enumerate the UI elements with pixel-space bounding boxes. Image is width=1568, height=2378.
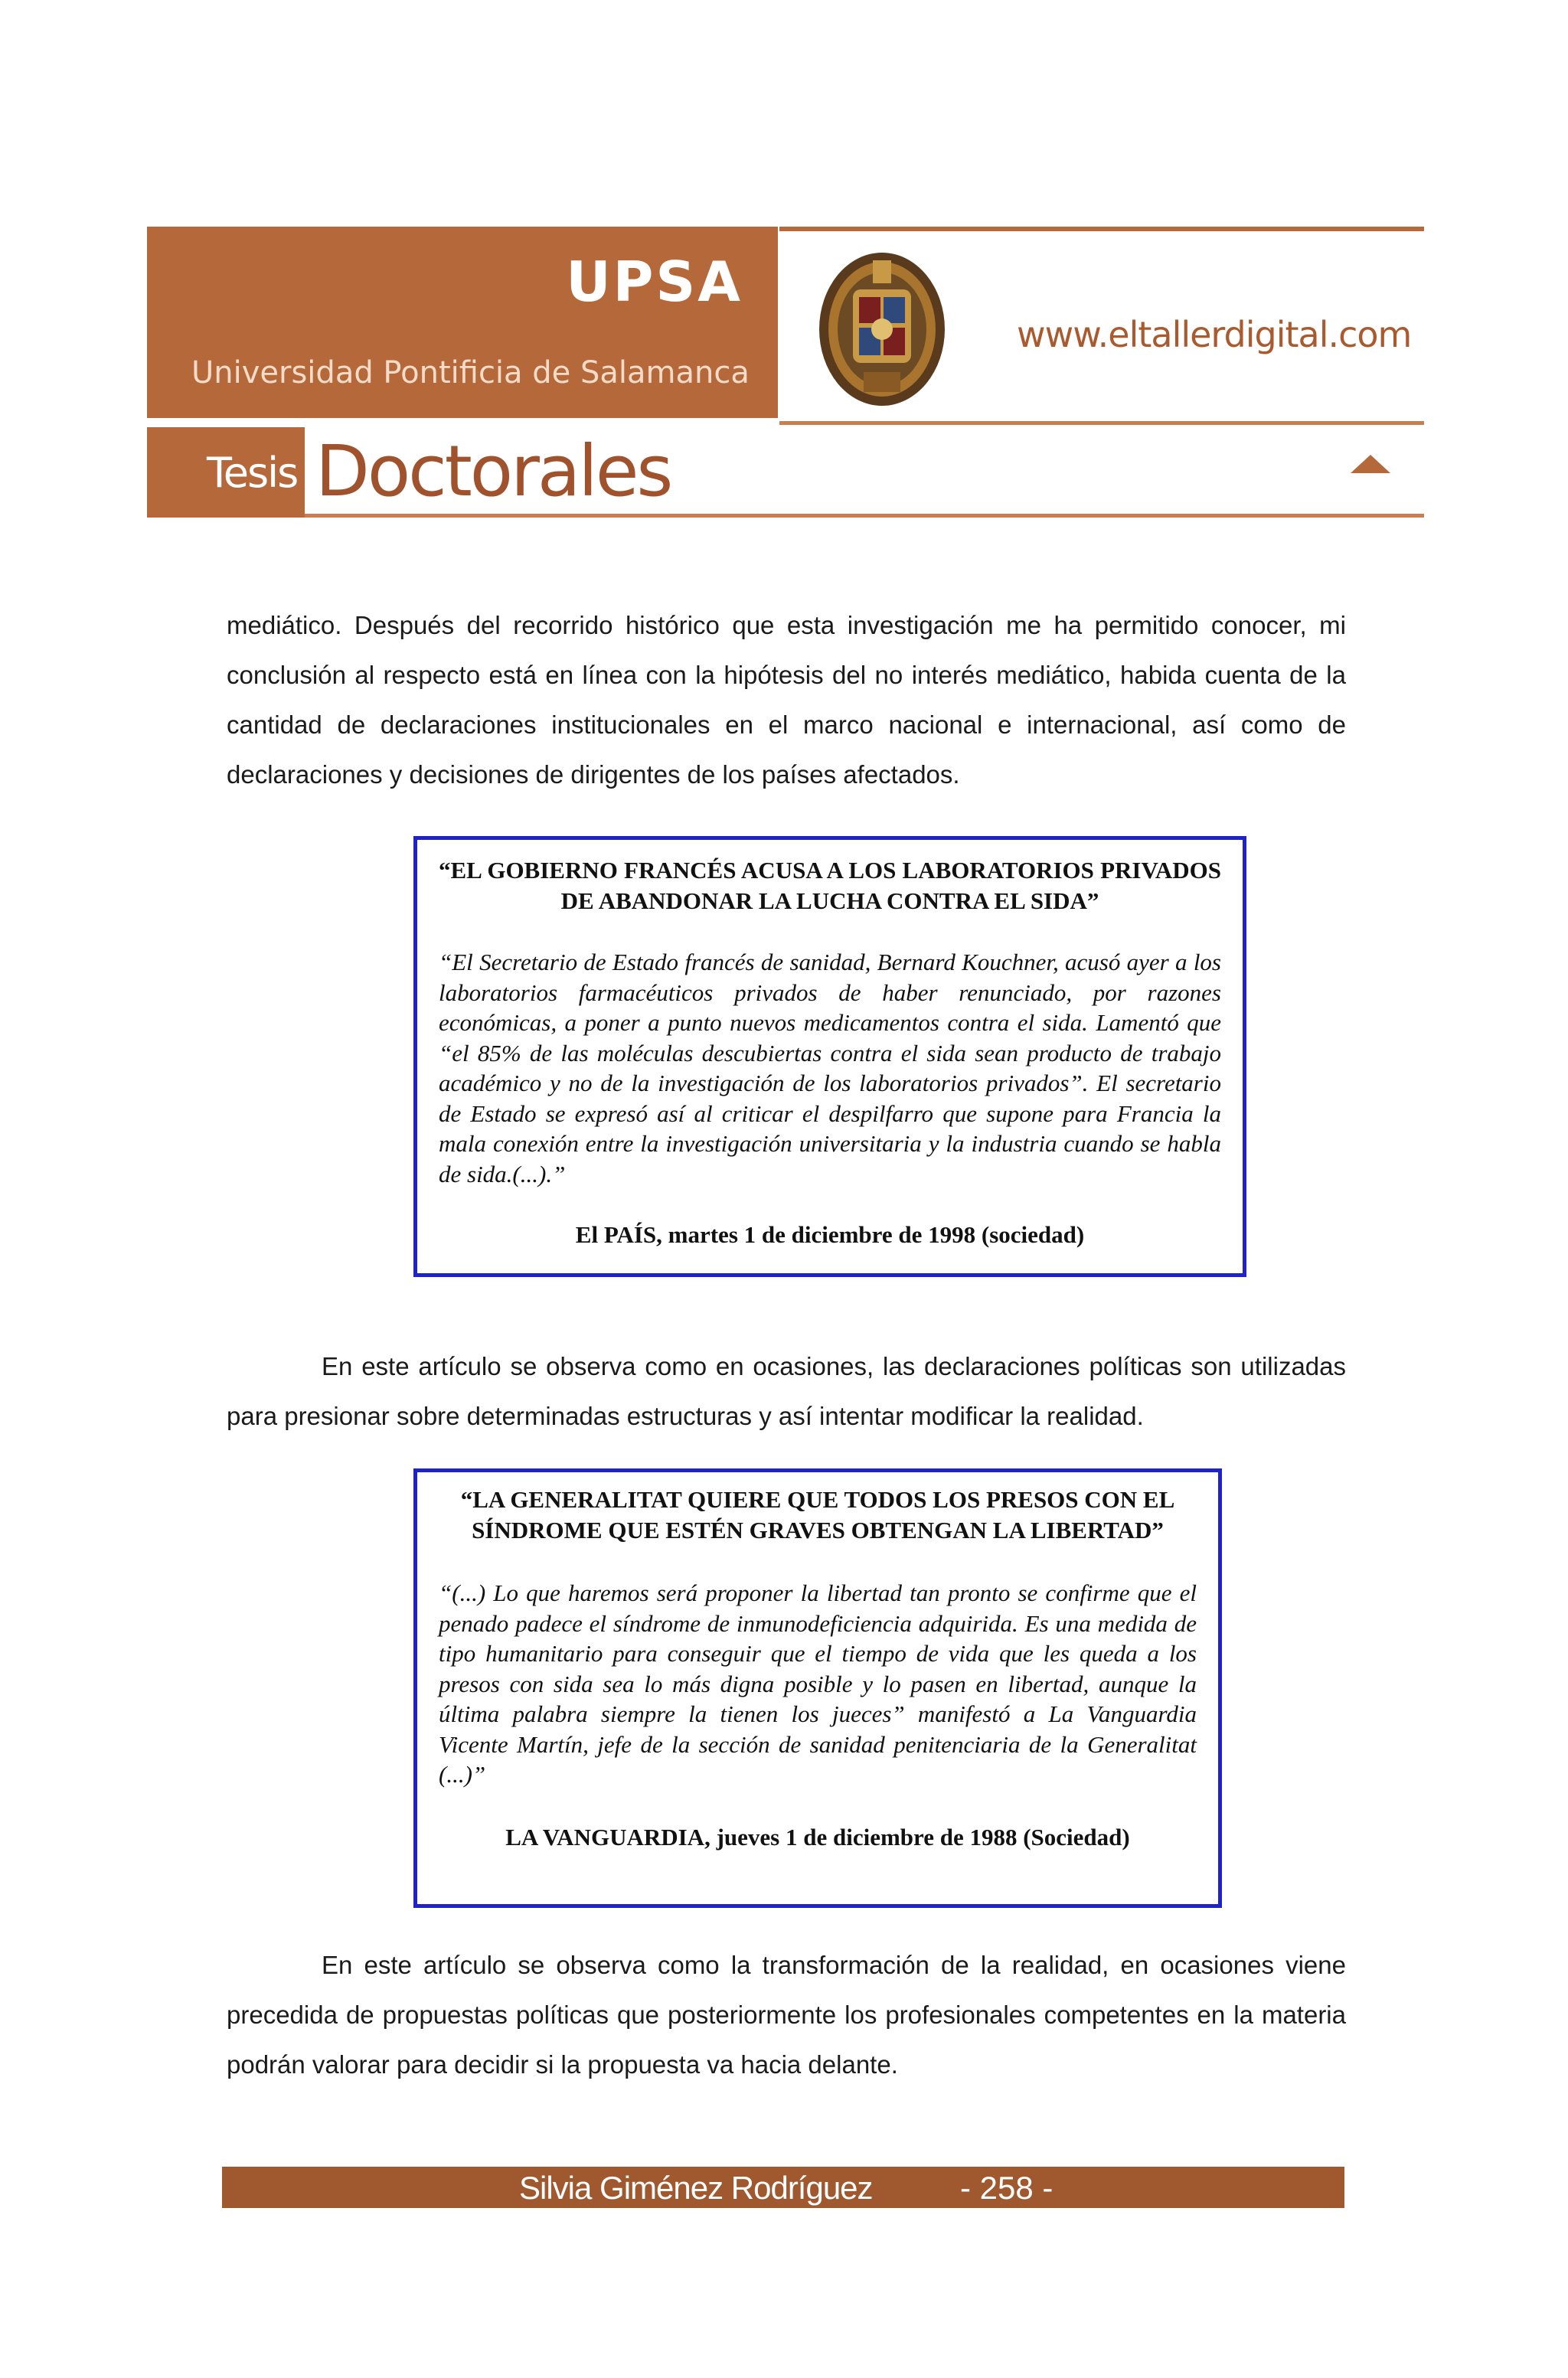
divider: [779, 421, 1424, 425]
quote-body: “El Secretario de Estado francés de sanidad, Bernard Kouchner, acusó ayer a los laboratorios farmacéuticos privados de haber renunciado, por razones económicas, a poner a punto nuevos medicamentos contra el sida. Lamentó que “el 85% de las moléculas descubiertas contra el sida sean producto de trabajo académico y no de la investigación de los laboratorios privados”. El secretario de Estado se expresó así al criticar el despilfarro que supone para Francia la mala conexión entre la investigación universitaria y la industria cuando se habla de sida.(...).”: [439, 949, 1221, 1187]
paragraph-1: mediático. Después del recorrido histórico que esta investigación me ha permitido conocer, mi conclusión al respecto está en línea con la hipótesis del no interés mediático, habida cuenta de la cantidad de declaraciones institucionales en el marco nacional e internacional, así como de declaraciones y decisiones de dirigentes de los países afectados.: [227, 611, 1346, 789]
quote-box-la-vanguardia: [413, 1468, 1222, 1908]
page-number: - 258 -: [960, 2170, 1054, 2206]
brand-logo-text: UPSA: [566, 250, 743, 314]
footer-author: Silvia Giménez Rodríguez: [519, 2170, 873, 2206]
university-name: Universidad Pontificia de Salamanca: [191, 355, 750, 390]
quote-body: “(...) Lo que haremos será proponer la libertad tan pronto se confirme que el penado padece el síndrome de inmunodeficiencia adquirida. Es una medida de tipo humanitario para conseguir que el tiempo de vida que les queda a los presos con sida sea lo más digna posible y lo pasen en libertad, aunque la última palabra siempre la tienen los jueces” manifestó a La Vanguardia Vicente Martín, jefe de la sección de sanidad penitenciaria de la Generalitat (...)”: [439, 1579, 1197, 1788]
quote-source: LA VANGUARDIA, jueves 1 de diciembre de 1988 (Sociedad): [505, 1823, 1130, 1850]
tesis-panel: [147, 427, 305, 518]
doctorales-panel: [305, 427, 1424, 518]
quote-box-el-pais: [413, 836, 1246, 1277]
triangle-up-icon[interactable]: [1351, 455, 1390, 473]
paragraph-3: En este artículo se observa como la transformación de la realidad, en ocasiones viene precedida de propuestas políticas que posteriormente los profesionales competentes en la materia podrán valorar para decidir si la propuesta va hacia delante.: [227, 1951, 1346, 2079]
section-prefix: Tesis: [207, 449, 298, 497]
quote-source: El PAÍS, martes 1 de diciembre de 1998 (sociedad): [575, 1221, 1085, 1248]
paragraph-2: En este artículo se observa como en ocasiones, las declaraciones políticas son utilizadas para presionar sobre determinadas estructuras y así intentar modificar la realidad.: [227, 1352, 1346, 1430]
header-banner: [147, 227, 1424, 518]
quote-headline: “EL GOBIERNO FRANCÉS ACUSA A LOS LABORATORIOS PRIVADOS DE ABANDONAR LA LUCHA CONTRA EL SIDA”: [439, 857, 1221, 914]
section-title: Doctorales: [315, 430, 671, 512]
quote-headline: “LA GENERALITAT QUIERE QUE TODOS LOS PRESOS CON EL SÍNDROME QUE ESTÉN GRAVES OBTENGAN LA LIBERTAD”: [460, 1486, 1175, 1543]
website-link[interactable]: www.eltallerdigital.com: [1017, 314, 1412, 355]
brand-panel: [147, 227, 778, 418]
seal-panel: [779, 227, 1424, 418]
page-footer: [222, 2167, 1344, 2208]
university-seal-icon: [813, 243, 951, 412]
